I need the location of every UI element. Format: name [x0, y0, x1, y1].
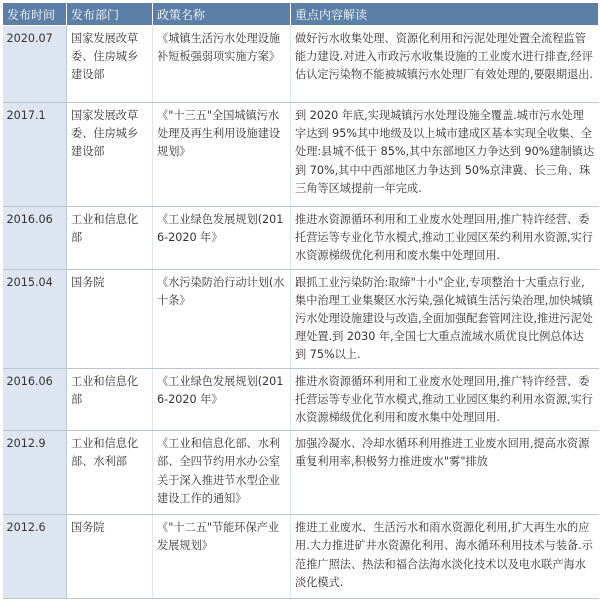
cell-policy: 《水污染防治行动计划(水十条》 — [153, 269, 291, 368]
table-row — [3, 207, 599, 270]
cell-department: 国务院 — [67, 515, 153, 599]
header-row — [3, 3, 599, 26]
cell-date: 2015.04 — [3, 269, 67, 368]
header-content: 重点内容解读 — [291, 3, 599, 26]
cell-content: 推进水资源循环利用和工业废水处理回用,推广特许经营、委托营运等专业化节水模式,推动工业园区茱约利用水资源,实行水资源梯级优化利用和废水集中处理回用. — [291, 207, 599, 270]
header-department: 发布部门 — [67, 3, 153, 26]
cell-department: 国家发展改草委、住房城乡建设部 — [67, 26, 153, 103]
cell-department: 工业和信息化部 — [67, 368, 153, 431]
header-policy: 政策名称 — [153, 3, 291, 26]
table-row — [3, 368, 599, 431]
header-date: 发布时间 — [3, 3, 67, 26]
cell-department: 国务院 — [67, 269, 153, 368]
cell-date: 2017.1 — [3, 103, 67, 207]
table-row — [3, 26, 599, 103]
cell-date: 2016.06 — [3, 207, 67, 270]
table-row — [3, 103, 599, 207]
cell-content: 跟抓工业污染防治:取缔"十小"企业,专项整治十大重点行业,集中治理工业集聚区水污染,强化城镇生活污染治理,加快城镇污水处理设施建设与改造,全面加强配套管网注设,推进污泥处理处置.到 2030 年,全国七大重点流域水质优良比例总体达到 75%以上. — [291, 269, 599, 368]
cell-policy: 《工业绿色发展规划(2016-2020 年》 — [153, 368, 291, 431]
cell-policy: 《工业和信息化部、水利部、全四节约用水办公室关于深入推进节水型企业建设工作的通知》 — [153, 431, 291, 515]
policy-table — [2, 2, 599, 599]
cell-policy: 《工业绿色发展规划(2016-2020 年》 — [153, 207, 291, 270]
table-row — [3, 431, 599, 515]
cell-content: 到 2020 年底,实现城镇污水处理设施全覆盖.城市污水处理字达到 95%其中地级及以上城市建成区基本实现全收集、全处理:县城不低于 85%,其中东部地区力争达到 90%建制镇达到 70%,其中中西部地区力争达到 50%京津冀、长三角、珠三角等区域提前一年完成. — [291, 103, 599, 207]
table-row — [3, 515, 599, 599]
cell-content: 做好污水收集处理、资源化利用和污泥处理处置全流程监管能力建设.对进入市政污水收集设施的工业废水进行排查,经评估认定污染物不能被城镇污水处理厂有效处理的,要限期退出. — [291, 26, 599, 103]
cell-policy: 《城镇生活污水处理设施补短板强弱项实施方案》 — [153, 26, 291, 103]
cell-content: 加强冷凝水、冷却水循环利用推进工业废水回用,提高水资源重复利用率,积极努力推进废水"雾"排放 — [291, 431, 599, 515]
cell-content: 推进工业废水、生活污水和雨水资源化利用,扩大再生水的应用.大力推进矿井水资源化利用、海水循环利用技术与装备.示范推广照法、热法和福合法海水淡化技术以及电水联产海水淡化模式. — [291, 515, 599, 599]
table-row — [3, 269, 599, 368]
cell-date: 2012.6 — [3, 515, 67, 599]
cell-department: 国家发展改草委、住房城乡建设部 — [67, 103, 153, 207]
cell-date: 2020.07 — [3, 26, 67, 103]
cell-department: 工业和信息化部、水利部 — [67, 431, 153, 515]
cell-date: 2016.06 — [3, 368, 67, 431]
cell-content: 推进水资源循环利用和工业废水处理回用,推广特许经营、委托营运等专业化节水模式,推动工业园区集约利用水资源,实行水资源梯级优化利用和废水集中处理回用. — [291, 368, 599, 431]
cell-policy: 《"十二五"节能环保产业发展规划》 — [153, 515, 291, 599]
cell-policy: 《"十三五"全国城镇污水处理及再生利用设施建设规划》 — [153, 103, 291, 207]
cell-date: 2012.9 — [3, 431, 67, 515]
cell-department: 工业和信息化部 — [67, 207, 153, 270]
